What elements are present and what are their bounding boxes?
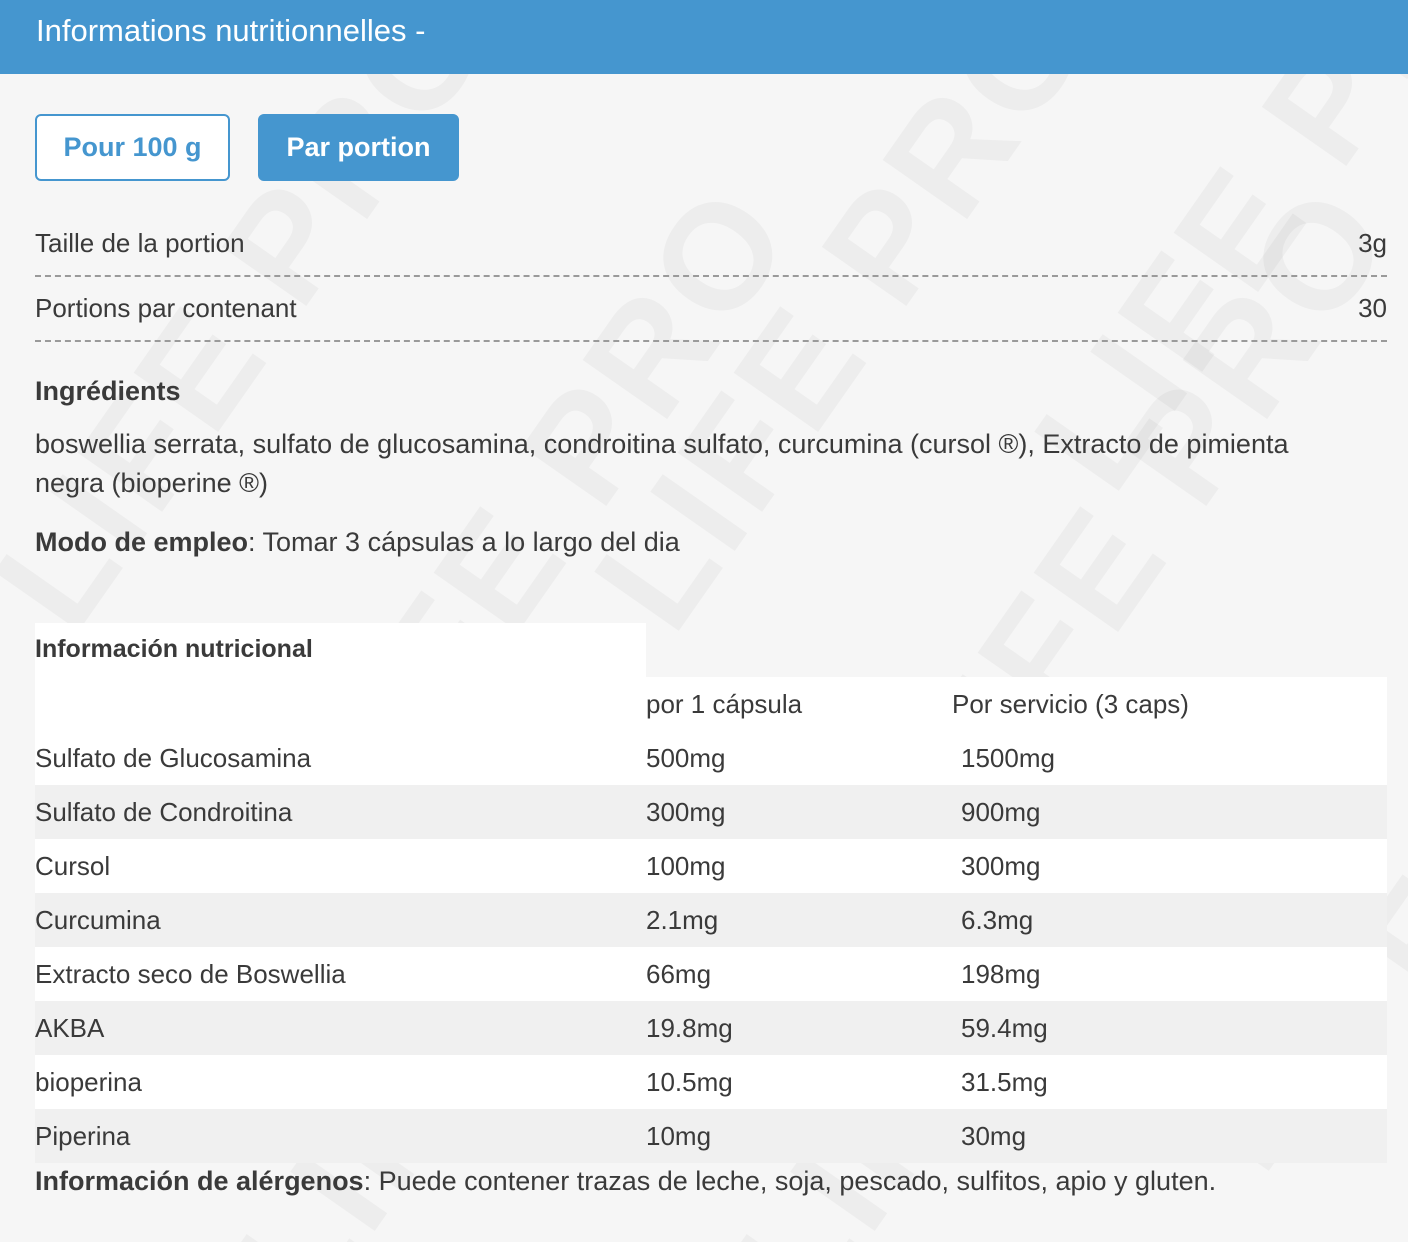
per-capsule-value: 500mg [646,742,726,773]
allergen-label: Información de alérgenos [35,1166,364,1196]
serving-size-row [35,212,1387,277]
unit-tabs [35,114,459,181]
nutrient-name: Piperina [35,1120,131,1151]
per-serving-value: 300mg [961,850,1041,881]
ingredients-title: Ingrédients [35,376,181,406]
per-capsule-value: 66mg [646,958,712,989]
per-serving-value: 198mg [961,958,1041,989]
serving-size-label: Taille de la portion [35,228,245,258]
usage-instructions [35,527,680,558]
per-capsule-value: 10.5mg [646,1066,733,1097]
column-header-per-serving: Por servicio (3 caps) [952,688,1189,719]
table-row [35,947,1387,1001]
servings-per-container-row [35,277,1387,342]
table-row [35,785,1387,839]
per-serving-value: 30mg [961,1120,1027,1151]
table-row [35,1055,1387,1109]
nutrition-table-title: Información nutricional [35,623,646,678]
per-serving-value: 1500mg [961,742,1055,773]
nutrient-name: Sulfato de Condroitina [35,796,293,827]
per-serving-value: 6.3mg [961,904,1034,935]
column-header-per-capsule: por 1 cápsula [646,688,803,719]
per-capsule-value: 300mg [646,796,726,827]
table-row [35,893,1387,947]
usage-label: Modo de empleo [35,527,249,557]
nutrition-table [35,677,1387,1163]
allergen-text: : Puede contener trazas de leche, soja, pescado, sulfitos, apio y gluten. [363,1166,1217,1196]
table-row [35,731,1387,785]
per-capsule-value: 10mg [646,1120,712,1151]
servings-per-container-value: 30 [1358,293,1387,323]
section-title: Informations nutritionnelles - [36,13,426,48]
ingredients-text: boswellia serrata, sulfato de glucosamina, condroitina sulfato, curcumina (cursol ®), Extracto de pimienta negra (bioperine ®) [35,429,1289,498]
nutrient-name: Cursol [35,850,111,881]
nutrient-name: AKBA [35,1012,105,1043]
serving-size-value: 3g [1358,228,1387,258]
per-serving-value: 31.5mg [961,1066,1048,1097]
usage-text: : Tomar 3 cápsulas a lo largo del dia [248,527,680,557]
nutrient-name: Sulfato de Glucosamina [35,742,312,773]
nutrient-name: bioperina [35,1066,142,1097]
tab-per-serving[interactable]: Par portion [258,114,459,181]
table-row [35,1109,1387,1163]
per-capsule-value: 100mg [646,850,726,881]
section-header [0,0,1408,74]
per-serving-value: 900mg [961,796,1041,827]
per-serving-value: 59.4mg [961,1012,1048,1043]
allergen-info [35,1166,1216,1197]
per-capsule-value: 19.8mg [646,1012,733,1043]
tab-per-100g[interactable]: Pour 100 g [35,114,230,181]
table-header-row [35,677,1387,731]
nutrient-name: Extracto seco de Boswellia [35,958,346,989]
nutrient-name: Curcumina [35,904,161,935]
servings-per-container-label: Portions par contenant [35,293,297,323]
per-capsule-value: 2.1mg [646,904,719,935]
table-row [35,839,1387,893]
table-row [35,1001,1387,1055]
